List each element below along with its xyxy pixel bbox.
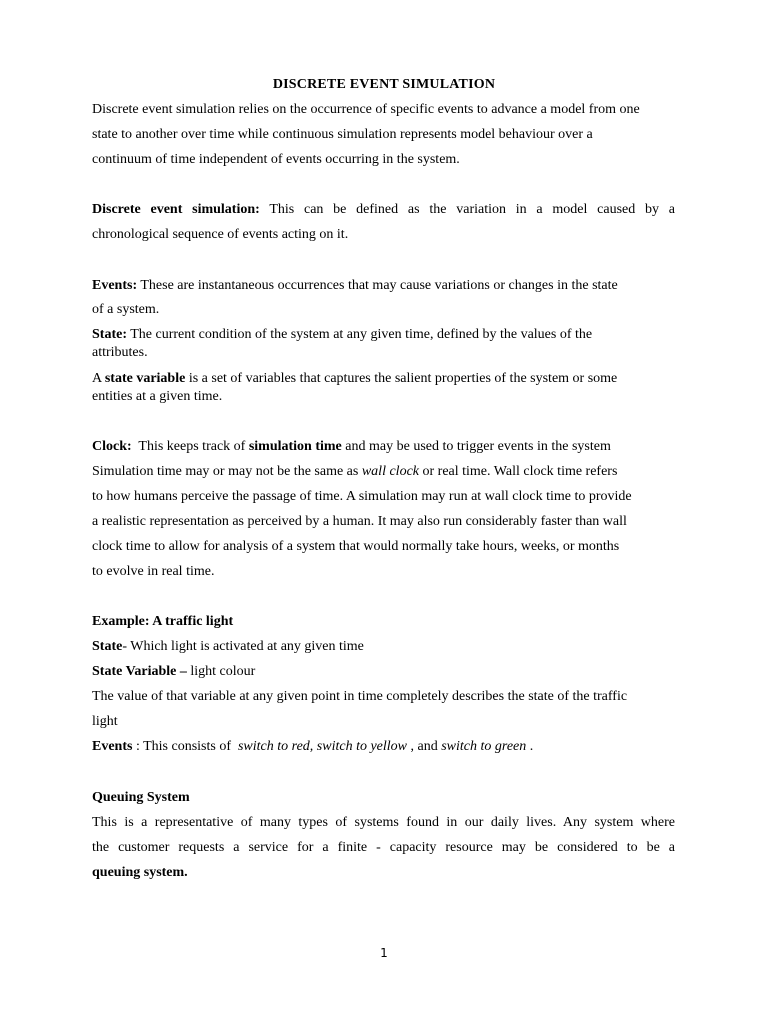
clock-line-4: a realistic representation as perceived by a human. It may also run considerably faster than wall (92, 514, 627, 529)
clock-line-2: Simulation time may or may not be the same as wall clock or real time. Wall clock time refers (92, 464, 618, 479)
intro-line-2: state to another over time while continuous simulation represents model behaviour over a (92, 127, 593, 142)
page-number: 1 (380, 946, 388, 960)
intro-line-1: Discrete event simulation relies on the occurrence of specific events to advance a model from one (92, 102, 640, 117)
definition-term: Discrete event simulation: (92, 202, 260, 217)
queuing-line-3: queuing system. (92, 865, 188, 880)
definition-line-2: chronological sequence of events acting on it. (92, 227, 349, 242)
definition-line-1: Discrete event simulation: This can be defined as the variation in a model caused by a (92, 202, 676, 217)
clock-line-1: Clock: This keeps track of simulation time and may be used to trigger events in the system (92, 439, 611, 454)
clock-term: Clock: (92, 439, 132, 454)
example-heading: Example: A traffic light (92, 614, 234, 629)
queuing-line-1: This is a representative of many types of systems found in our daily lives. Any system where (92, 815, 675, 830)
state-line-1: State: The current condition of the system at any given time, defined by the values of the (92, 327, 593, 342)
queuing-heading: Queuing System (92, 790, 190, 805)
state-variable-term: state variable (104, 371, 186, 386)
state-line-2: attributes. (92, 345, 148, 360)
state-variable-line-1: A state variable is a set of variables that captures the salient properties of the system or some (92, 371, 618, 386)
example-events-line: Events : This consists of switch to red, switch to yellow , and switch to green . (92, 739, 534, 754)
events-line-2: of a system. (92, 302, 160, 317)
queuing-line-2: the customer requests a service for a finite - capacity resource may be considered to be a (92, 840, 675, 855)
example-state-line: State- Which light is activated at any given time (92, 639, 364, 654)
state-variable-line-2: entities at a given time. (92, 389, 223, 404)
intro-line-3: continuum of time independent of events occurring in the system. (92, 152, 460, 167)
clock-line-6: to evolve in real time. (92, 564, 215, 579)
events-term: Events: (92, 278, 138, 293)
example-value-line-1: The value of that variable at any given point in time completely describes the state of the traffic (92, 689, 628, 704)
clock-line-5: clock time to allow for analysis of a system that would normally take hours, weeks, or months (92, 539, 620, 554)
page-title: DISCRETE EVENT SIMULATION (272, 77, 496, 92)
example-state-variable-line: State Variable – light colour (92, 664, 256, 679)
clock-line-3: to how humans perceive the passage of time. A simulation may run at wall clock time to provide (92, 489, 632, 504)
state-term: State: (92, 327, 127, 342)
example-value-line-2: light (92, 714, 118, 729)
events-line-1: Events: These are instantaneous occurrences that may cause variations or changes in the state (92, 278, 618, 293)
